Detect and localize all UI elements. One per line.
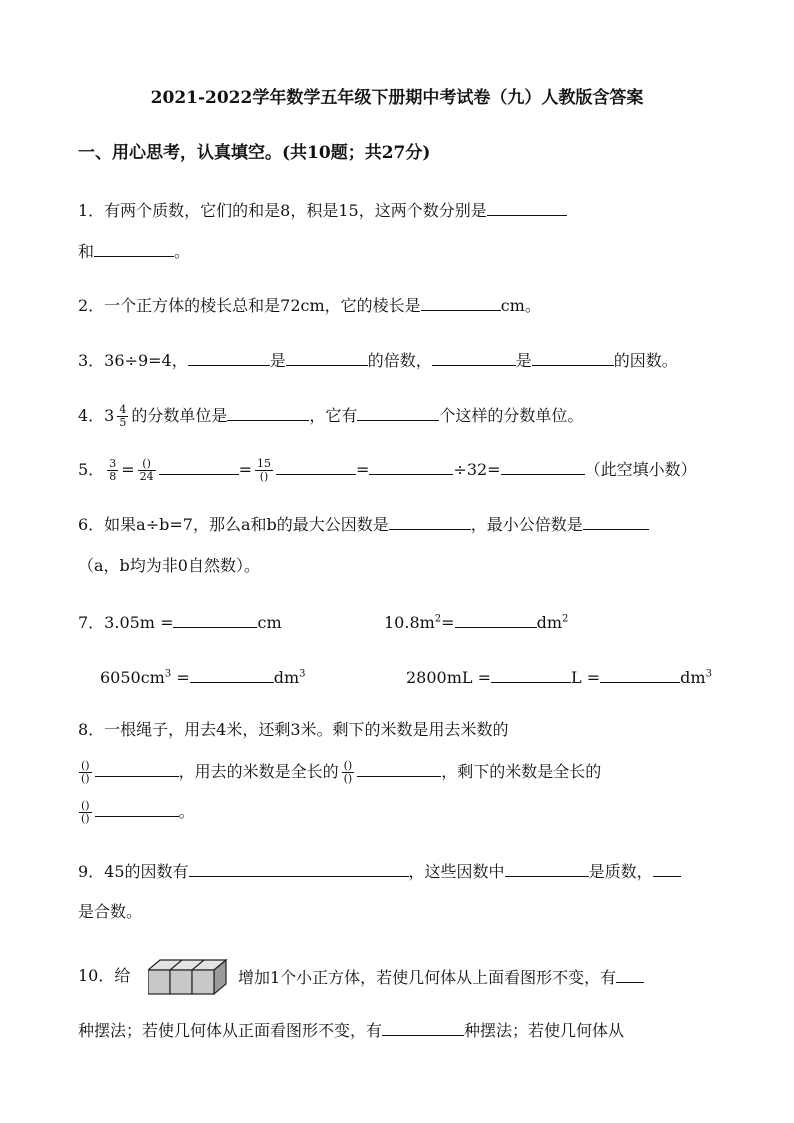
question-1-line2: [78, 240, 190, 262]
answer-blank-8a[interactable]: [95, 760, 179, 777]
question-5: [78, 458, 697, 483]
fraction-blank: [342, 760, 355, 785]
unit-cm: cm: [257, 613, 282, 632]
mixed-fraction: [117, 404, 128, 429]
question-8-end: 。: [178, 802, 195, 821]
question-10-line2: [78, 1019, 624, 1041]
answer-blank-1a[interactable]: [487, 199, 567, 216]
fraction-denominator: 24: [139, 470, 154, 483]
fraction-denominator: (): [343, 772, 353, 785]
answer-blank-3b[interactable]: [286, 349, 368, 366]
fraction-numerator: 4: [119, 403, 127, 416]
question-6-line2: （a，b均为非0自然数）。: [78, 556, 260, 575]
question-3-text-c: 是: [515, 351, 532, 370]
question-7b: [384, 611, 568, 633]
question-5-division: ÷32=: [453, 460, 501, 479]
equals-sign: =: [171, 668, 190, 687]
fraction-numerator: (): [343, 759, 353, 772]
question-7a: [78, 611, 282, 633]
answer-blank-5b[interactable]: [276, 458, 356, 475]
question-4-start: 4．3: [78, 406, 115, 425]
question-10-text-b: 种摆法；若使几何体从正面看图形不变，有: [78, 1021, 383, 1040]
question-5-start: 5．: [78, 460, 105, 479]
question-3: [78, 349, 678, 371]
question-1-text: 1．有两个质数，它们的和是8，积是15，这两个数分别是: [78, 201, 487, 220]
fraction-numerator: (): [142, 457, 151, 470]
question-7c-text: 6050cm: [100, 668, 165, 687]
question-1-and: 和: [78, 242, 95, 261]
question-10-start: 10．给: [78, 966, 131, 985]
fraction-numerator: (): [81, 799, 90, 812]
answer-blank-8c[interactable]: [95, 800, 179, 817]
question-7b-text: 10.8m: [384, 613, 435, 632]
equals-sign: =: [441, 613, 455, 632]
question-3-text-b: 的倍数，: [367, 351, 432, 370]
question-4: [78, 404, 583, 429]
equals-sign: =: [356, 460, 370, 479]
fraction-15-blank: [255, 458, 273, 483]
question-8-text-b: ，用去的米数是全长的: [178, 762, 339, 781]
question-3-text-d: 的因数。: [613, 351, 678, 370]
question-2: [78, 294, 541, 316]
question-9-text-c: 是质数，: [588, 862, 653, 881]
answer-blank-7c[interactable]: [190, 666, 274, 683]
fraction-blank: [79, 800, 92, 825]
question-2-unit: cm。: [500, 296, 541, 315]
exponent: 2: [562, 613, 569, 625]
question-10: [238, 966, 644, 988]
answer-blank-5a[interactable]: [159, 458, 239, 475]
question-3-start: 3．36÷9=4，: [78, 351, 188, 370]
question-9: [78, 860, 681, 882]
unit-dm: dm: [536, 613, 562, 632]
answer-blank-4a[interactable]: [227, 404, 309, 421]
question-9-text: 9．45的因数有: [78, 862, 189, 881]
question-10-text: 增加1个小正方体，若使几何体从上面看图形不变，有: [238, 968, 617, 987]
fraction-numerator: (): [81, 759, 90, 772]
exponent: 2: [434, 613, 442, 625]
question-8-line3: [76, 798, 195, 826]
answer-blank-7d[interactable]: [491, 666, 571, 683]
question-8-text-c: ，剩下的米数是全长的: [441, 762, 602, 781]
unit-dm: dm: [273, 668, 300, 687]
question-4-text-c: 个这样的分数单位。: [439, 406, 584, 425]
unit-l: L =: [571, 668, 601, 687]
answer-blank-3a[interactable]: [188, 349, 270, 366]
question-9-text-b: ，这些因数中: [408, 862, 505, 881]
answer-blank-5c[interactable]: [369, 458, 453, 475]
answer-blank-8b[interactable]: [357, 760, 441, 777]
question-5-note: （此空填小数）: [584, 460, 697, 479]
question-2-text: 2．一个正方体的棱长总和是72cm，它的棱长是: [78, 296, 421, 315]
question-7a-text: 7．3.05m =: [78, 613, 174, 632]
question-9-line2: 是合数。: [78, 902, 143, 921]
exponent: 3: [299, 668, 306, 680]
question-1-end: 。: [174, 242, 191, 261]
question-4-text-a: 的分数单位是: [131, 406, 228, 425]
question-7d: [406, 666, 712, 688]
fraction-numerator: 3: [109, 457, 117, 470]
exponent: 3: [164, 668, 172, 680]
unit-dm: dm: [680, 668, 706, 687]
answer-blank-10a[interactable]: [616, 966, 644, 983]
question-6-text: 6．如果a÷b=7，那么a和b的最大公因数是: [78, 515, 389, 534]
section-heading: 一、用心思考，认真填空。(共10题；共27分): [78, 143, 431, 163]
answer-blank-3c[interactable]: [432, 349, 516, 366]
question-8-line2: [76, 758, 601, 786]
answer-blank-6a[interactable]: [389, 513, 471, 530]
question-6-text-b: ，最小公倍数是: [470, 515, 583, 534]
question-6: [78, 513, 649, 535]
question-8: 8．一根绳子，用去4米，还剩3米。剩下的米数是用去米数的: [78, 720, 509, 739]
answer-blank-7b[interactable]: [455, 611, 537, 628]
fraction-3-8: [107, 458, 118, 483]
answer-blank-1b[interactable]: [94, 240, 174, 257]
fraction-denominator: (): [255, 470, 273, 483]
answer-blank-7a[interactable]: [173, 611, 257, 628]
answer-blank-9b[interactable]: [505, 860, 589, 877]
answer-blank-2[interactable]: [421, 294, 501, 311]
question-7d-text: 2800mL =: [406, 668, 492, 687]
question-4-text-b: ，它有: [309, 406, 358, 425]
answer-blank-9a[interactable]: [189, 860, 409, 877]
question-1: [78, 199, 567, 221]
answer-blank-3d[interactable]: [532, 349, 614, 366]
fraction-denominator: 5: [119, 416, 127, 429]
answer-blank-4b[interactable]: [357, 404, 439, 421]
cube-figure: [148, 958, 228, 998]
answer-blank-10b[interactable]: [382, 1019, 464, 1036]
question-7c: [100, 666, 306, 688]
answer-blank-5d[interactable]: [501, 458, 585, 475]
page-title: 2021-2022学年数学五年级下册期中考试卷（九）人教版含答案: [150, 88, 644, 108]
answer-blank-9c[interactable]: [653, 860, 681, 877]
fraction-blank: [79, 760, 92, 785]
fraction-denominator: (): [81, 812, 90, 825]
exponent: 3: [705, 668, 712, 680]
equals-sign: =: [238, 460, 252, 479]
fraction-blank-24: [138, 458, 156, 483]
equals-sign: =: [121, 460, 135, 479]
fraction-denominator: 8: [109, 470, 117, 483]
answer-blank-7e[interactable]: [600, 666, 680, 683]
fraction-numerator: 15: [257, 457, 271, 470]
question-3-text-a: 是: [269, 351, 286, 370]
answer-blank-6b[interactable]: [583, 513, 649, 530]
question-10-text-c: 种摆法；若使几何体从: [464, 1021, 625, 1040]
fraction-denominator: (): [81, 772, 90, 785]
